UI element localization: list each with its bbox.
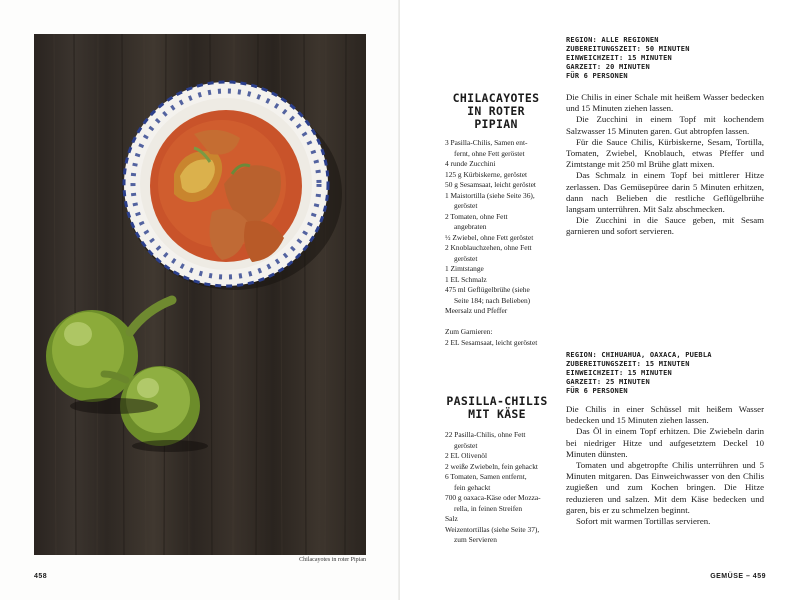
meta-line: ZUBEREITUNGSZEIT: 50 MINUTEN	[566, 45, 690, 53]
recipe1-meta	[566, 36, 690, 81]
ingredient-line: 125 g Kürbiskerne, geröstet	[445, 169, 528, 179]
right-page	[400, 0, 800, 600]
ingredient-line: 2 EL Olivenöl	[445, 451, 488, 460]
page-footer-right: GEMÜSE – 459	[710, 573, 766, 580]
ingredient-line: Seite 184; nach Belieben)	[454, 295, 531, 305]
method-paragraph: Für die Sauce Chilis, Kürbiskerne, Sesam, Tortilla, Tomaten, Zwiebel, Knoblauch, etwas Pfeffer und Zimtstange mit 250 ml Brühe glatt mixen.	[566, 136, 764, 170]
ingredient-line: 3 Pasilla-Chilis, Samen ent-	[445, 138, 528, 147]
photo-caption: Chilacayotes in roter Pipian	[299, 557, 366, 563]
ingredient-line: angebraten	[454, 222, 487, 231]
ingredient-line: fein gehackt	[454, 482, 491, 492]
ingredient-line: zum Servieren	[454, 535, 497, 544]
ingredient-line: 2 EL Sesamsaat, leicht geröstet	[445, 337, 538, 347]
method-paragraph: Das Öl in einem Topf erhitzen. Die Zwiebeln darin bei niedriger Hitze und aufgesetztem Deckel 10 Minuten dünsten.	[566, 426, 764, 459]
ingredient-line: geröstet	[454, 440, 478, 450]
method-paragraph: Das Schmalz in einem Topf bei mittlerer Hitze zerlassen. Das Gemüsepüree darin 5 Minuten erhitzen, dann nach Belieben die restliche Geflügelbrühe langsam unterrühren. Mit Salz abschmecken.	[566, 170, 764, 215]
ingredient-line: 700 g oaxaca-Käse oder Mozza-	[445, 493, 541, 502]
ingredient-line: Meersalz und Pfeffer	[445, 306, 508, 315]
ingredient-line: rella, in feinen Streifen	[454, 503, 523, 513]
ingredient-line: fernt, ohne Fett geröstet	[454, 148, 525, 158]
method-paragraph: Die Zucchini in die Sauce geben, mit Sesam garnieren und sofort servieren.	[566, 215, 764, 237]
ingredient-line: 1 Zimtstange	[445, 264, 484, 273]
method-paragraph: Sofort mit warmen Tortillas servieren.	[576, 516, 711, 527]
ingredient-line: 6 Tomaten, Samen entfernt,	[445, 472, 527, 481]
recipe2-ingredients	[445, 430, 560, 546]
ingredient-line: Weizentortillas (siehe Seite 37),	[445, 524, 540, 534]
meta-line: EINWEICHZEIT: 15 MINUTEN	[566, 54, 672, 62]
recipe1-ingredients	[445, 138, 560, 348]
recipe1-title: CHILACAYOTES IN ROTER PIPIAN	[452, 91, 540, 131]
ingredient-line: 2 weiße Zwiebeln, fein gehackt	[445, 461, 538, 471]
ingredient-spacer	[445, 317, 560, 328]
method-paragraph: Die Chilis in einer Schale mit heißem Wasser bedecken und 15 Minuten ziehen lassen.	[566, 92, 764, 114]
ingredient-line: 2 Knoblauchzehen, ohne Fett	[445, 243, 532, 252]
ingredient-line: 50 g Sesamsaat, leicht geröstet	[445, 180, 536, 189]
recipe2-method	[566, 404, 764, 527]
ingredient-line: ½ Zwiebel, ohne Fett geröstet	[445, 232, 534, 242]
meta-line: REGION: ALLE REGIONEN	[566, 36, 659, 44]
recipe1-method	[566, 92, 764, 238]
ingredient-line: geröstet	[454, 201, 478, 210]
meta-line: FÜR 6 PERSONEN	[566, 72, 628, 80]
method-paragraph: Die Zucchini in einem Topf mit kochendem Salzwasser 15 Minuten garen. Gut abtropfen lassen.	[566, 114, 764, 136]
ingredient-line: Salz	[445, 514, 458, 523]
ingredient-line: 22 Pasilla-Chilis, ohne Fett	[445, 430, 526, 439]
ingredient-line: 1 EL Schmalz	[445, 274, 487, 284]
ingredient-line: 1 Maistortilla (siehe Seite 36),	[445, 190, 535, 200]
ingredient-line: Zum Garnieren:	[445, 327, 493, 336]
meta-line: FÜR 6 PERSONEN	[566, 387, 628, 395]
ingredient-line: 4 runde Zucchini	[445, 159, 496, 168]
recipe2-meta	[566, 351, 712, 396]
ingredient-line: 475 ml Geflügelbrühe (siehe	[445, 285, 530, 294]
ingredient-line: geröstet	[454, 253, 478, 263]
meta-line: GARZEIT: 25 MINUTEN	[566, 378, 650, 386]
meta-line: ZUBEREITUNGSZEIT: 15 MINUTEN	[566, 360, 690, 368]
method-paragraph: Tomaten und abgetropfte Chilis unterrühren und 5 Minuten mitgaren. Das Einweichwasser von den Chilis zugießen und zum Kochen bringen. Die Hitze reduzieren und salzen. Mit dem Käse bedecken und garen, bis er zu schmelzen beginnt.	[566, 460, 764, 515]
page-number-left: 458	[34, 573, 48, 580]
meta-line: GARZEIT: 20 MINUTEN	[566, 63, 650, 71]
method-paragraph: Die Chilis in einer Schüssel mit heißem Wasser bedecken und 15 Minuten ziehen lassen.	[566, 404, 764, 426]
meta-line: EINWEICHZEIT: 15 MINUTEN	[566, 369, 672, 377]
food-photo	[34, 34, 366, 555]
recipe2-title: PASILLA-CHILIS MIT KÄSE	[446, 394, 548, 421]
food-photo-illustration	[34, 34, 366, 555]
ingredient-line: 2 Tomaten, ohne Fett	[445, 211, 508, 221]
meta-line: REGION: CHIHUAHUA, OAXACA, PUEBLA	[566, 351, 712, 359]
